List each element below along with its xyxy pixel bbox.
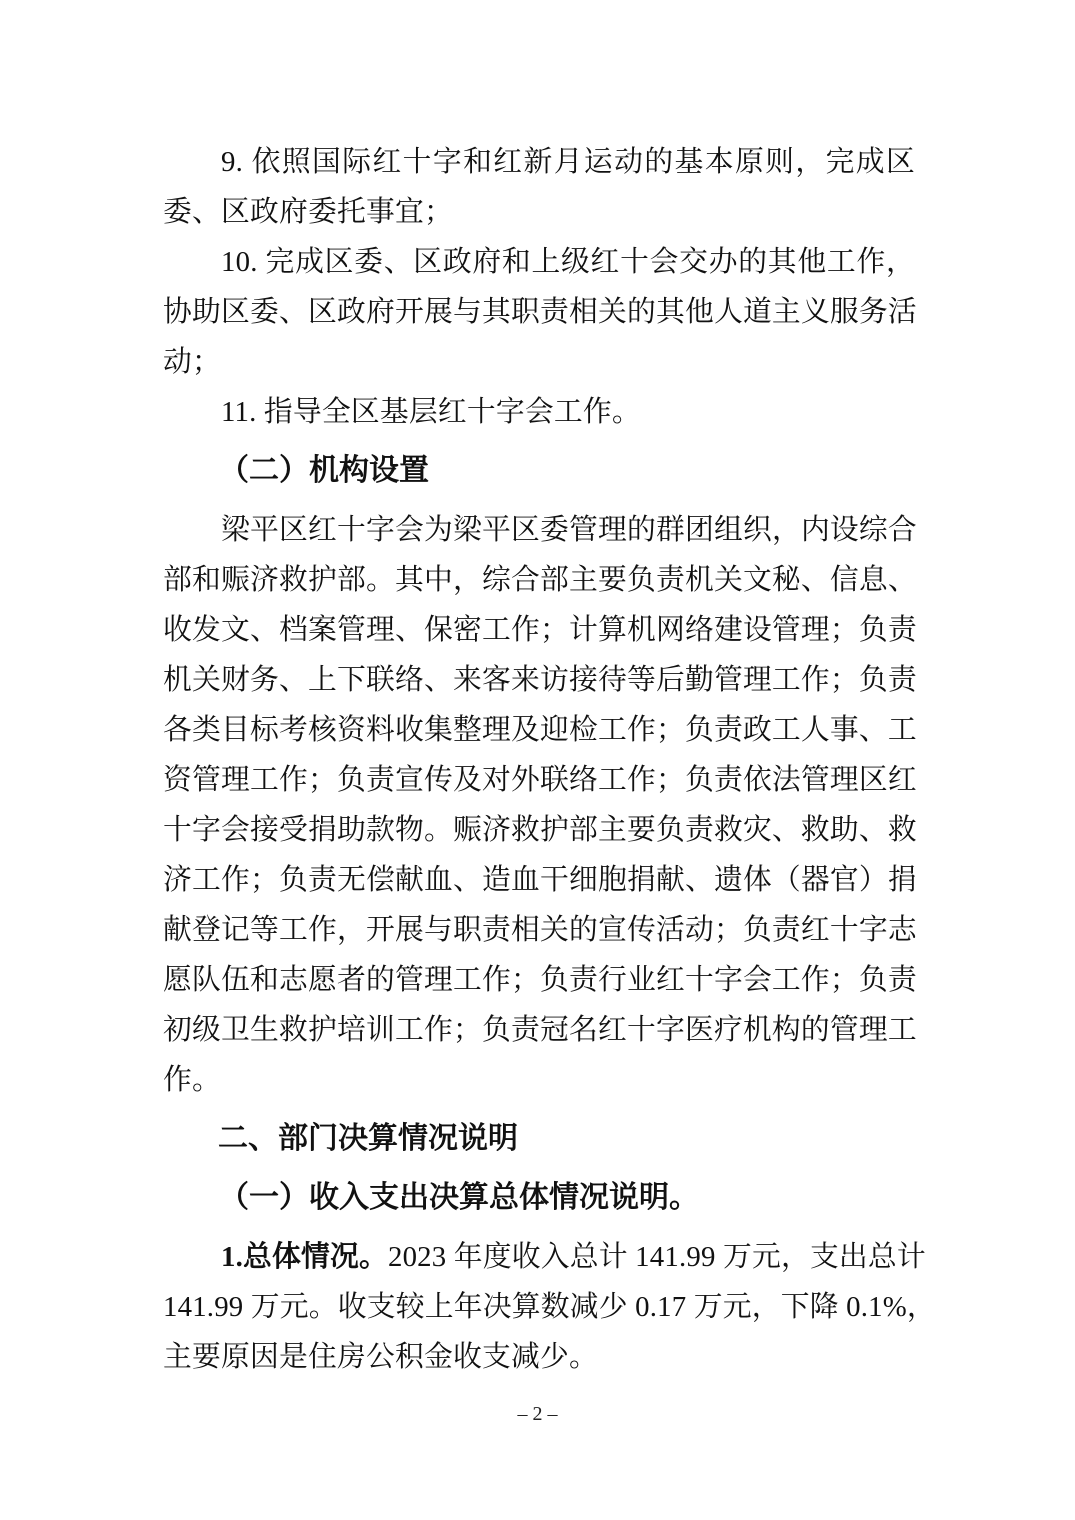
paragraph-duty-10-line [163,337,915,387]
paragraph-org-structure-line [163,1055,915,1105]
paragraph-overall-situation-line [163,1232,926,1282]
text-run: 10. 完成区委、区政府和上级红十会交办的其他工作， [221,246,915,278]
text-run: 献登记等工作，开展与职责相关的宣传活动；负责红十字志 [163,914,917,946]
text-run: 动； [163,346,221,378]
text-run: 部和赈济救护部。其中，综合部主要负责机关文秘、信息、 [163,564,917,596]
text-run: 141.99 万元。收支较上年决算数减少 0.17 万元，下降 0.1%， [163,1291,936,1323]
paragraph-org-structure-line [163,505,915,555]
paragraph-duty-10-line [163,237,915,287]
text-run: 协助区委、区政府开展与其职责相关的其他人道主义服务活 [163,296,917,328]
text-run: 11. 指导全区基层红十字会工作。 [221,396,641,428]
paragraph-org-structure-line [163,955,915,1005]
paragraph-org-structure-line [163,1005,915,1055]
paragraph-org-structure-line [163,655,915,705]
paragraph-org-structure-line [163,755,915,805]
text-run: 主要原因是住房公积金收支减少。 [163,1341,598,1373]
paragraph-org-structure-line [163,855,915,905]
text-run: 机关财务、上下联络、来客来访接待等后勤管理工作；负责 [163,664,917,696]
paragraph-duty-10-line [163,287,915,337]
paragraph-duty-9-line [163,137,915,187]
paragraph-org-structure-line [163,555,915,605]
text-run: 资管理工作；负责宣传及对外联络工作；负责依法管理区红 [163,764,917,796]
paragraph-duty-11-line [163,387,915,437]
text-run: 委、区政府委托事宜； [163,196,453,228]
paragraph-org-structure-line [163,605,915,655]
text-run: 作。 [163,1064,221,1096]
text-run: 初级卫生救护培训工作；负责冠名红十字医疗机构的管理工 [163,1014,917,1046]
bold-lead-text: 1.总体情况。 [221,1241,388,1273]
subsection-heading-income-expense: （一）收入支出决算总体情况说明。 [219,1181,699,1214]
page-number: – 2 – [517,1403,558,1425]
text-run: 济工作；负责无偿献血、造血干细胞捐献、遗体（器官）捐 [163,864,917,896]
paragraph-org-structure-line [163,905,915,955]
text-run: 十字会接受捐助款物。赈济救护部主要负责救灾、救助、救 [163,814,917,846]
paragraph-org-structure-line [163,705,915,755]
section-heading-org-structure: （二）机构设置 [219,454,429,487]
text-run: 9. 依照国际红十字和红新月运动的基本原则，完成区 [221,146,915,178]
text-run: 各类目标考核资料收集整理及迎检工作；负责政工人事、工 [163,714,917,746]
text-run: 2023 年度收入总计 141.99 万元，支出总计 [387,1241,926,1273]
paragraph-org-structure-line [163,805,915,855]
text-run: 愿队伍和志愿者的管理工作；负责行业红十字会工作；负责 [163,964,917,996]
document-content [163,137,936,1382]
text-run: 梁平区红十字会为梁平区委管理的群团组织，内设综合 [221,514,917,546]
paragraph-overall-situation-line [163,1282,936,1332]
section-heading-final-accounts: 二、部门决算情况说明 [218,1122,518,1155]
text-run: 收发文、档案管理、保密工作；计算机网络建设管理；负责 [163,614,917,646]
paragraph-overall-situation-line [163,1332,915,1382]
paragraph-duty-9-line [163,187,915,237]
